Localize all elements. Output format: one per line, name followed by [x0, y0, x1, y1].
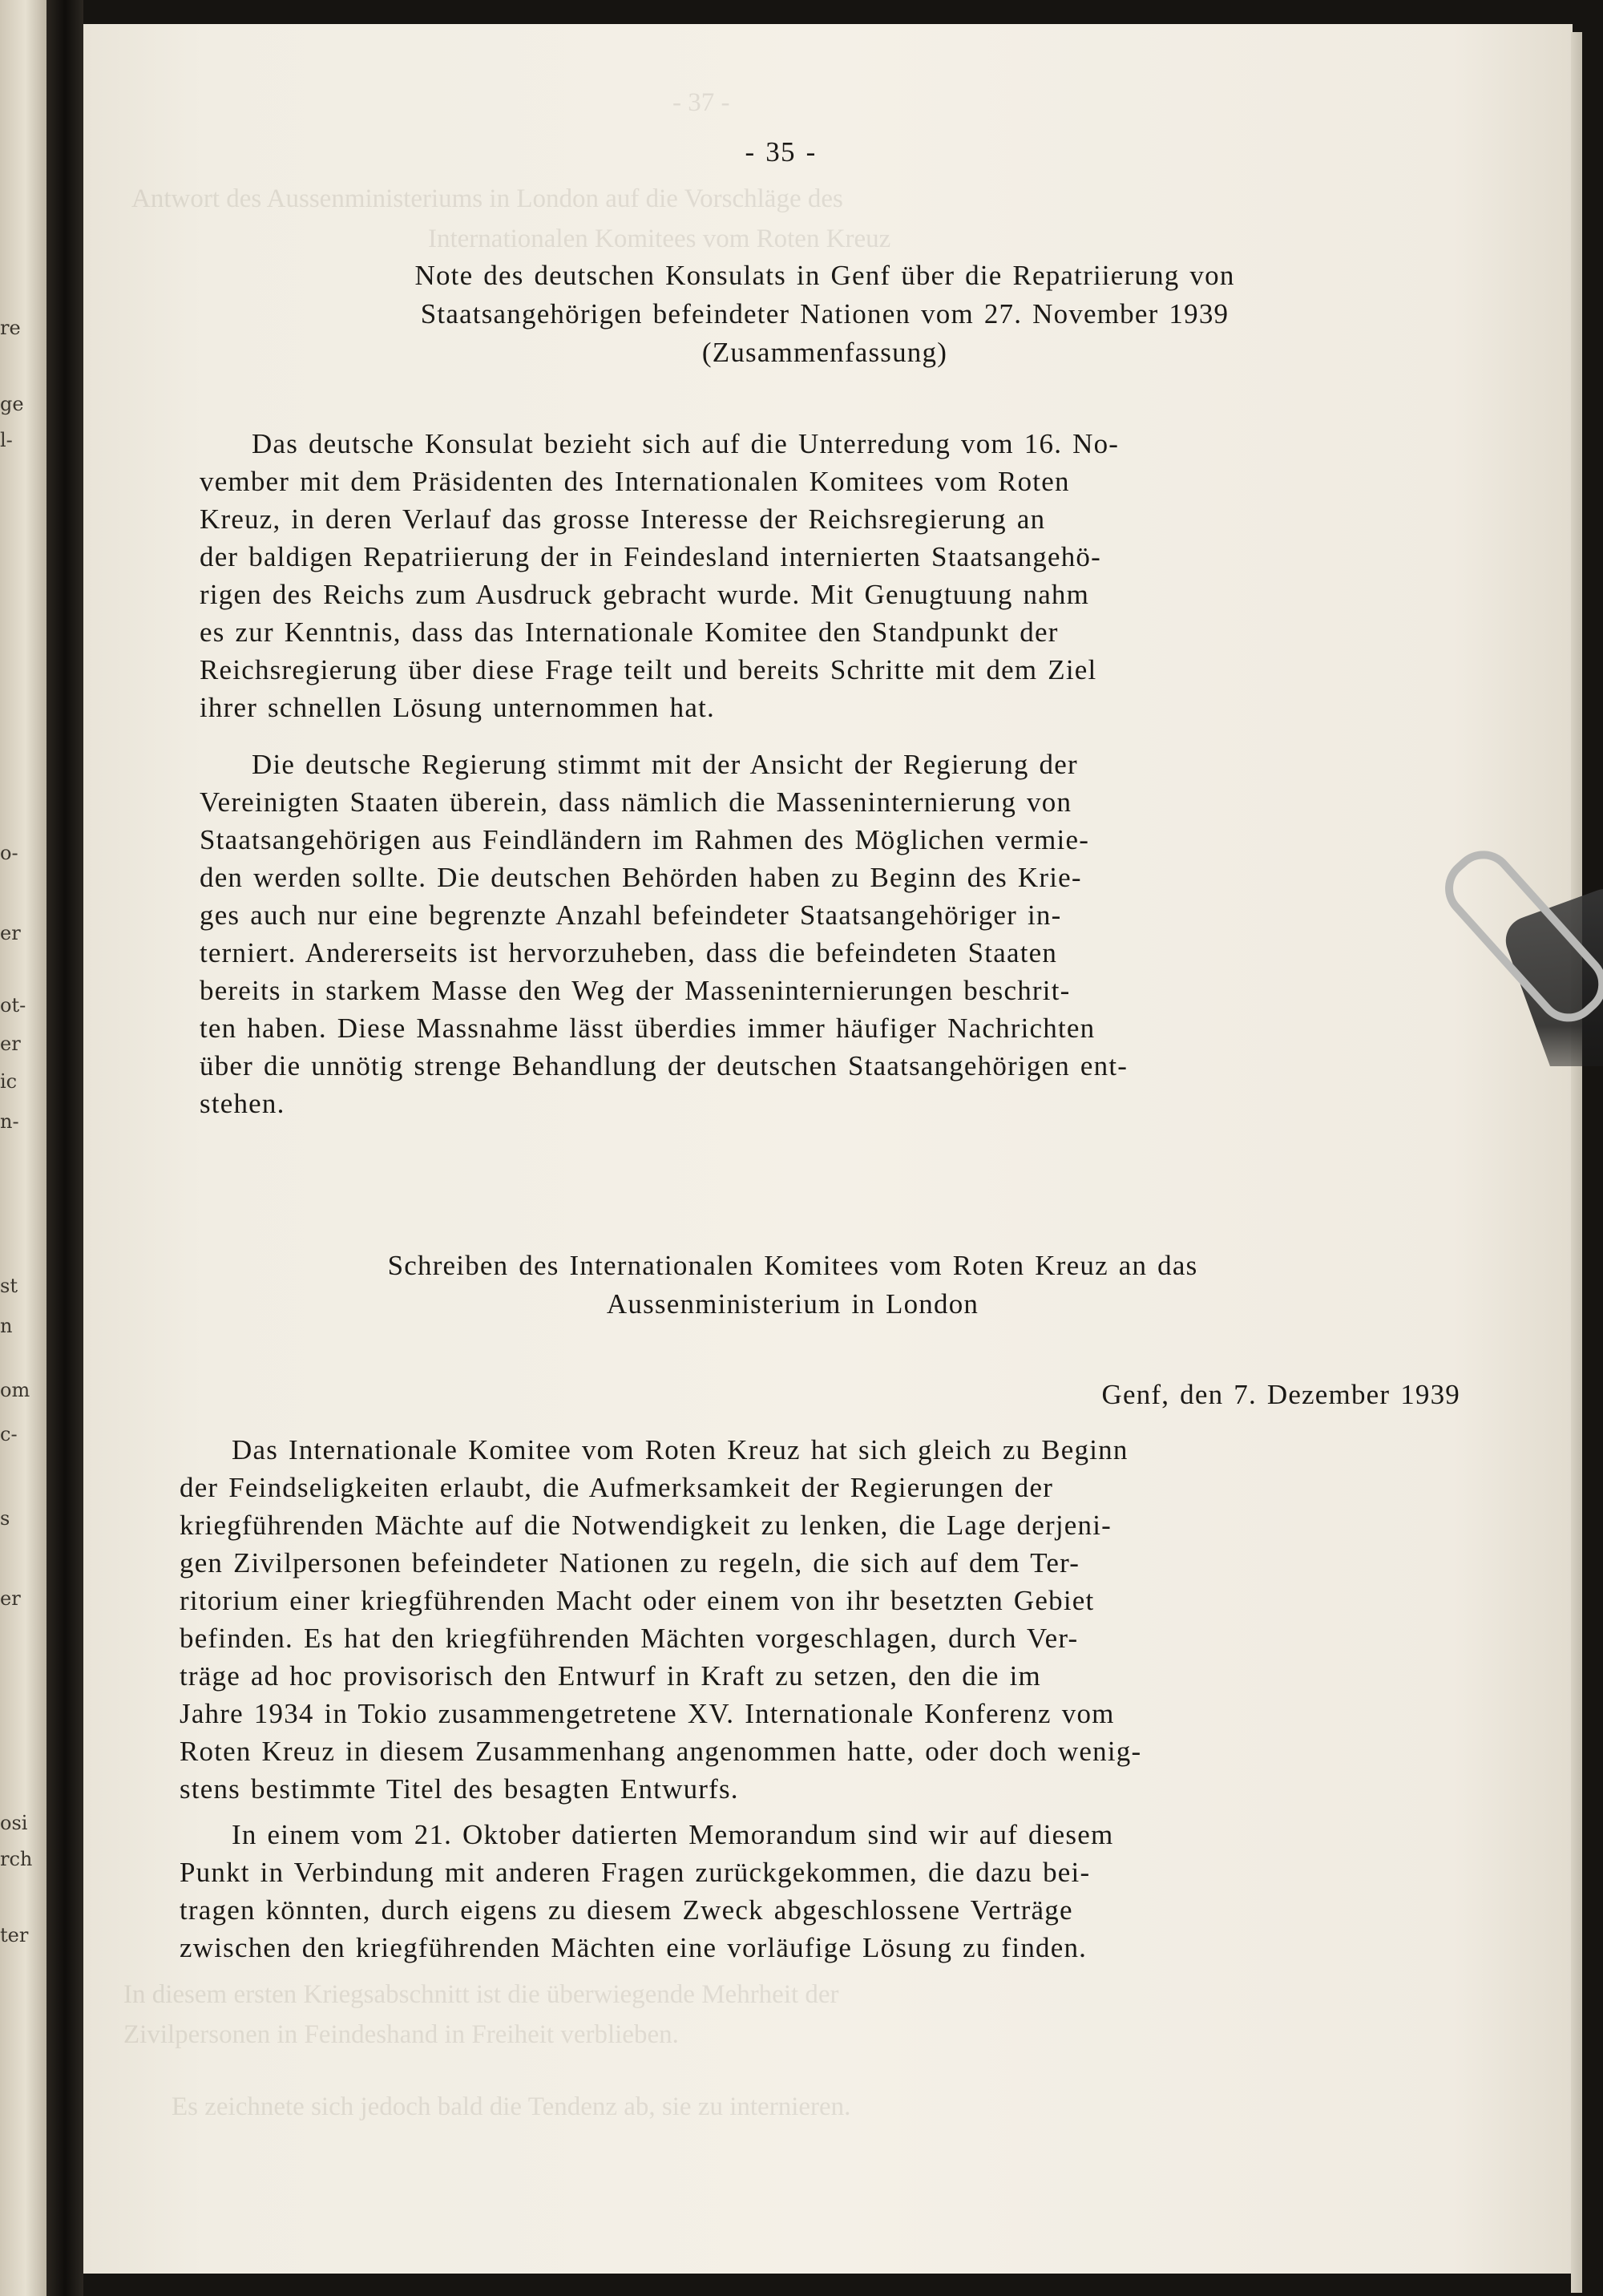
adjacent-page-fragment: c- — [0, 1423, 18, 1445]
paragraph-line: der baldigen Repatriierung der in Feindesland internierten Staatsangehö- — [200, 541, 1101, 572]
paragraph-line: ritorium einer kriegführenden Macht oder einem von ihr besetzten Gebiet — [180, 1585, 1095, 1616]
bleed-through-line: Internationalen Komitees vom Roten Kreuz — [428, 224, 891, 253]
bleed-through-line: Zivilpersonen in Feindeshand in Freiheit verblieben. — [123, 2020, 679, 2049]
adjacent-page-fragment: ge — [0, 393, 24, 415]
paragraph-line: Vereinigten Staaten überein, dass nämlich die Masseninternierung von — [200, 786, 1072, 818]
adjacent-page-fragment: rch — [0, 1848, 33, 1870]
paragraph-line: Die deutsche Regierung stimmt mit der Ansicht der Regierung der — [252, 749, 1078, 780]
adjacent-page-fragment: osi — [0, 1812, 28, 1834]
bleed-through-page-number: - 37 - — [672, 88, 730, 117]
paragraph-line: Staatsangehörigen aus Feindländern im Rahmen des Möglichen vermie- — [200, 824, 1090, 855]
heading-line: Aussenministerium in London — [606, 1288, 979, 1320]
bleed-through-line: Es zeichnete sich jedoch bald die Tendenz ab, sie zu internieren. — [172, 2092, 851, 2121]
paragraph-line: Kreuz, in deren Verlauf das grosse Interesse der Reichsregierung an — [200, 503, 1046, 535]
paragraph-line: über die unnötig strenge Behandlung der deutschen Staatsangehörigen ent- — [200, 1050, 1129, 1081]
adjacent-page-fragment: ter — [0, 1924, 29, 1946]
adjacent-page-fragment: ot- — [0, 994, 26, 1017]
page-stack-edge — [1571, 32, 1582, 2293]
adjacent-page-fragment: re — [0, 317, 21, 339]
paragraph-line: vember mit dem Präsidenten des Internationalen Komitees vom Roten — [200, 466, 1070, 497]
paragraph-line: ihrer schnellen Lösung unternommen hat. — [200, 692, 715, 723]
paragraph-line: den werden sollte. Die deutschen Behörden haben zu Beginn des Krie- — [200, 862, 1082, 893]
paragraph-line: träge ad hoc provisorisch den Entwurf in Kraft zu setzen, den die im — [180, 1660, 1041, 1692]
bleed-through-line: Antwort des Aussenministeriums in London auf die Vorschläge des — [131, 184, 843, 213]
adjacent-page-edge — [0, 0, 46, 2296]
paragraph-line: Reichsregierung über diese Frage teilt und bereits Schritte mit dem Ziel — [200, 654, 1097, 685]
heading-line: (Zusammenfassung) — [701, 337, 948, 368]
paragraph-line: zwischen den kriegführenden Mächten eine vorläufige Lösung zu finden. — [180, 1932, 1088, 1963]
paragraph-line: rigen des Reichs zum Ausdruck gebracht wurde. Mit Genugtuung nahm — [200, 579, 1090, 610]
paragraph-line: bereits in starkem Masse den Weg der Masseninternierungen beschrit- — [200, 975, 1071, 1006]
adjacent-page-fragment: ic — [0, 1070, 18, 1093]
letter-date: Genf, den 7. Dezember 1939 — [1101, 1379, 1460, 1410]
paragraph — [200, 746, 1466, 1122]
book-gutter — [46, 0, 83, 2296]
adjacent-page-fragment: st — [0, 1275, 18, 1297]
paragraph-line: Roten Kreuz in diesem Zusammenhang angenommen hatte, oder doch wenig- — [180, 1736, 1142, 1767]
section-heading-consulate-note — [236, 257, 1414, 372]
paragraph — [180, 1431, 1494, 1808]
paragraph-line: Punkt in Verbindung mit anderen Fragen zurückgekommen, die dazu bei- — [180, 1857, 1091, 1888]
heading-line: Staatsangehörigen befeindeter Nationen vom 27. November 1939 — [420, 298, 1230, 329]
paragraph-line: terniert. Andererseits ist hervorzuheben, dass die befeindeten Staaten — [200, 937, 1058, 968]
adjacent-page-fragment: n- — [0, 1110, 19, 1133]
paragraph — [200, 425, 1466, 726]
paragraph-line: der Feindseligkeiten erlaubt, die Aufmerksamkeit der Regierungen der — [180, 1472, 1054, 1503]
paragraph-line: Das Internationale Komitee vom Roten Kreuz hat sich gleich zu Beginn — [232, 1434, 1129, 1465]
paragraph — [180, 1816, 1494, 1967]
adjacent-page-fragment: n — [0, 1315, 13, 1337]
paragraph-line: tragen könnten, durch eigens zu diesem Zweck abgeschlossene Verträge — [180, 1894, 1073, 1926]
paragraph-line: kriegführenden Mächte auf die Notwendigkeit zu lenken, die Lage derjeni- — [180, 1510, 1112, 1541]
heading-line: Schreiben des Internationalen Komitees vom Roten Kreuz an das — [387, 1250, 1198, 1281]
bleed-through-line: In diesem ersten Kriegsabschnitt ist die überwiegende Mehrheit der — [123, 1980, 839, 2009]
adjacent-page-fragment: er — [0, 922, 21, 944]
paragraph-line: Jahre 1934 in Tokio zusammengetretene XV. Internationale Konferenz vom — [180, 1698, 1115, 1729]
paragraph-line: In einem vom 21. Oktober datierten Memorandum sind wir auf diesem — [232, 1819, 1114, 1850]
adjacent-page-fragment: er — [0, 1033, 21, 1055]
paragraph-line: befinden. Es hat den kriegführenden Mächten vorgeschlagen, durch Ver- — [180, 1623, 1079, 1654]
adjacent-page-fragment: o- — [0, 842, 18, 864]
adjacent-page-fragment: om — [0, 1379, 30, 1401]
section-heading-icrc-letter — [236, 1247, 1350, 1324]
paragraph-line: ges auch nur eine begrenzte Anzahl befeindeter Staatsangehöriger in- — [200, 899, 1062, 931]
adjacent-page-fragment: s — [0, 1507, 10, 1530]
document-page — [83, 24, 1573, 2274]
paragraph-line: gen Zivilpersonen befeindeter Nationen zu regeln, die sich auf dem Ter- — [180, 1547, 1080, 1578]
heading-line: Note des deutschen Konsulats in Genf über die Repatriierung von — [414, 260, 1235, 291]
adjacent-page-fragment: er — [0, 1587, 21, 1610]
paragraph-line: ten haben. Diese Massnahme lässt überdies immer häufiger Nachrichten — [200, 1013, 1096, 1044]
paper-clip — [1443, 802, 1603, 1066]
page-number: - 35 - — [745, 136, 817, 168]
paragraph-line: Das deutsche Konsulat bezieht sich auf die Unterredung vom 16. No- — [252, 428, 1120, 459]
adjacent-page-fragment: l- — [0, 429, 13, 451]
paragraph-line: stehen. — [200, 1088, 285, 1119]
paragraph-line: stens bestimmte Titel des besagten Entwurfs. — [180, 1773, 739, 1805]
paragraph-line: es zur Kenntnis, dass das Internationale Komitee den Standpunkt der — [200, 616, 1059, 648]
